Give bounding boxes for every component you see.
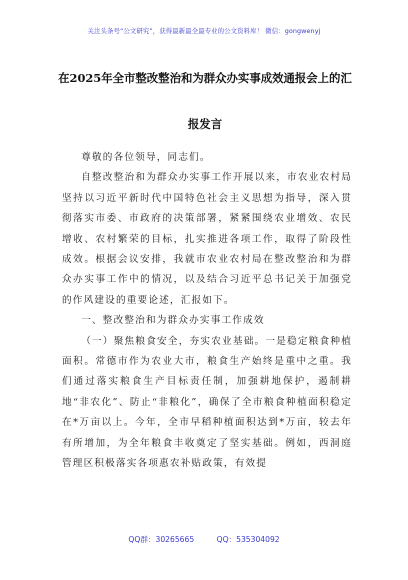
qq-number: QQ：535304092 [216, 535, 280, 544]
qq-group-number: QQ群：30265665 [128, 535, 195, 544]
salutation: 尊敬的各位领导，同志们。 [81, 152, 211, 163]
promo-banner-text: 关注头条号“公文研究”，获得最新最全最专业的公文资料库！ 微信：gongwenyj [87, 27, 321, 35]
promo-banner [0, 26, 408, 35]
document-title [40, 70, 370, 132]
title-line-2: 报发言 [187, 117, 223, 131]
contact-footer [0, 534, 408, 545]
title-line-1: 在2025年全市整改整治和为群众办实事成效通报会上的汇 [58, 71, 352, 85]
document-body [62, 148, 352, 475]
paragraph-intro: 自整改整治和为群众办实事工作开展以来，市农业农村局坚持以习近平新时代中国特色社会主义思想为指导，深入贯彻落实市委、市政府的决策部署，紧紧围绕农业增效、农民增收、农村繁荣的目标，扎实推进各项工作，取得了阶段性成效。根据会议安排，我就市农业农村局在整改整治和为群众办实事工作中的情况，以及结合习近平总书记关于加强党的作风建设的重要论述，汇报如下。 [62, 172, 352, 306]
section-heading-1: 一、整改整治和为群众办实事工作成效 [81, 315, 265, 327]
paragraph-grain-security: （一）聚焦粮食安全，夯实农业基础。一是稳定粮食种植面积。常德市作为农业大市，粮食生产始终是重中之重。我们通过落实粮食生产目标责任制，加强耕地保护，遏制耕地“非农化”、防止“非粮化”，确保了全市粮食种植面积稳定在*万亩以上。今年，全市早稻种植面积达到*万亩，较去年有所增加，为全年粮食丰收奠定了坚实基础。例如，西洞庭管理区积极落实各项惠农补贴政策，有效提 [62, 335, 352, 470]
